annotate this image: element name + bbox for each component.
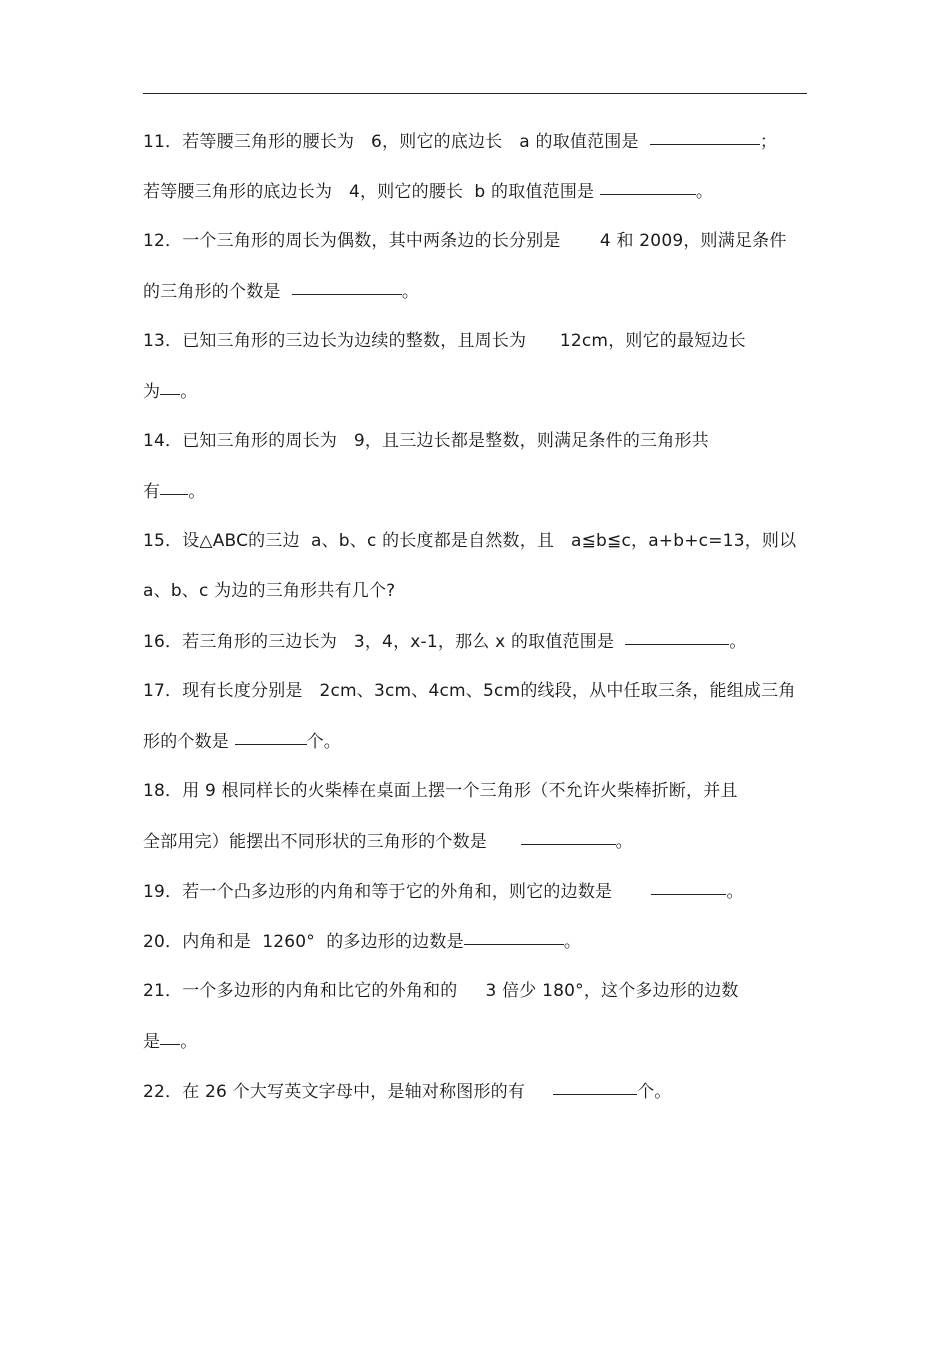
q14-text-1: 14．已知三角形的周长为 9，且三边长都是整数，则满足条件的三角形共 [143, 431, 709, 451]
q11-blank-2 [600, 172, 696, 195]
q21-line-1 [143, 974, 843, 1024]
q19-line [143, 874, 843, 924]
q17-line-1 [143, 674, 843, 724]
q13-text-2: 为 [143, 382, 161, 402]
q13-line-1 [143, 324, 843, 374]
q20-text: 20．内角和是 1260° 的多边形的边数是 [143, 932, 464, 952]
q17-text-2: 形的个数是 [143, 732, 235, 752]
q22-punct: 个。 [637, 1082, 672, 1102]
q21-blank [160, 1022, 180, 1045]
q11-punct-2: 。 [695, 182, 714, 202]
q11-line-1 [143, 124, 843, 174]
q18-line-1 [143, 774, 843, 824]
q14-line-1 [143, 424, 843, 474]
q12-line-2 [143, 274, 843, 324]
q21-line-2 [143, 1024, 843, 1074]
q16-blank [625, 622, 729, 645]
q19-punct: 。 [726, 882, 744, 902]
q13-text-1: 13．已知三角形的三边长为边续的整数，且周长为 12cm，则它的最短边长 [143, 331, 746, 351]
q11-text-2: 若等腰三角形的底边长为 4，则它的腰长 b 的取值范围是 [143, 182, 600, 202]
q13-blank [160, 372, 180, 395]
q15-text-1: 15．设△ABC的三边 a、b、c 的长度都是自然数，且 a≦b≦c，a+b+c=13，则以 [143, 531, 797, 551]
q16-line [143, 624, 843, 674]
q14-blank [160, 472, 188, 495]
q15-line-2 [143, 574, 843, 624]
header-rule [143, 93, 807, 94]
q12-blank [292, 272, 402, 295]
q12-text-2: 的三角形的个数是 [143, 282, 292, 302]
q11-blank-1 [650, 122, 760, 145]
q17-punct: 个。 [306, 732, 342, 752]
q14-punct: 。 [188, 482, 206, 502]
q20-line [143, 924, 843, 974]
question-list [143, 124, 843, 1124]
q14-line-2 [143, 474, 843, 524]
q11-line-2 [143, 174, 843, 224]
q19-blank [651, 872, 726, 895]
q22-text: 22．在 26 个大写英文字母中，是轴对称图形的有 [143, 1082, 554, 1102]
q15-text-2: a、b、c 为边的三角形共有几个? [143, 581, 396, 601]
q22-blank [553, 1072, 637, 1095]
q17-line-2 [143, 724, 843, 774]
q18-line-2 [143, 824, 843, 874]
q18-blank [521, 822, 616, 845]
q19-text: 19．若一个凸多边形的内角和等于它的外角和，则它的边数是 [143, 882, 652, 902]
q12-text-1: 12．一个三角形的周长为偶数，其中两条边的长分别是 4 和 2009，则满足条件 [143, 231, 787, 251]
q22-line [143, 1074, 843, 1124]
q20-punct: 。 [563, 932, 582, 952]
q12-line-1 [143, 224, 843, 274]
q18-text-1: 18．用 9 根同样长的火柴棒在桌面上摆一个三角形（不允许火柴棒折断，并且 [143, 781, 738, 801]
q17-text-1: 17．现有长度分别是 2cm、3cm、4cm、5cm的线段，从中任取三条，能组成三角 [143, 681, 796, 701]
q21-text-1: 21．一个多边形的内角和比它的外角和的 3 倍少 180°，这个多边形的边数 [143, 981, 739, 1001]
q16-text: 16．若三角形的三边长为 3，4，x-1，那么 x 的取值范围是 [143, 632, 626, 652]
q17-blank [235, 722, 307, 745]
q15-line-1 [143, 524, 843, 574]
q18-text-2: 全部用完）能摆出不同形状的三角形的个数是 [143, 832, 521, 852]
q21-punct: 。 [180, 1032, 198, 1052]
q20-blank [464, 922, 564, 945]
q18-punct: 。 [615, 832, 633, 852]
q11-punct-1: ； [759, 132, 778, 152]
q12-punct: 。 [401, 282, 420, 302]
q16-punct: 。 [729, 632, 747, 652]
q13-line-2 [143, 374, 843, 424]
q21-text-2: 是 [143, 1032, 161, 1052]
q13-punct: 。 [180, 382, 198, 402]
q11-text-1: 11．若等腰三角形的腰长为 6，则它的底边长 a 的取值范围是 [143, 132, 650, 152]
q14-text-2: 有 [143, 482, 161, 502]
